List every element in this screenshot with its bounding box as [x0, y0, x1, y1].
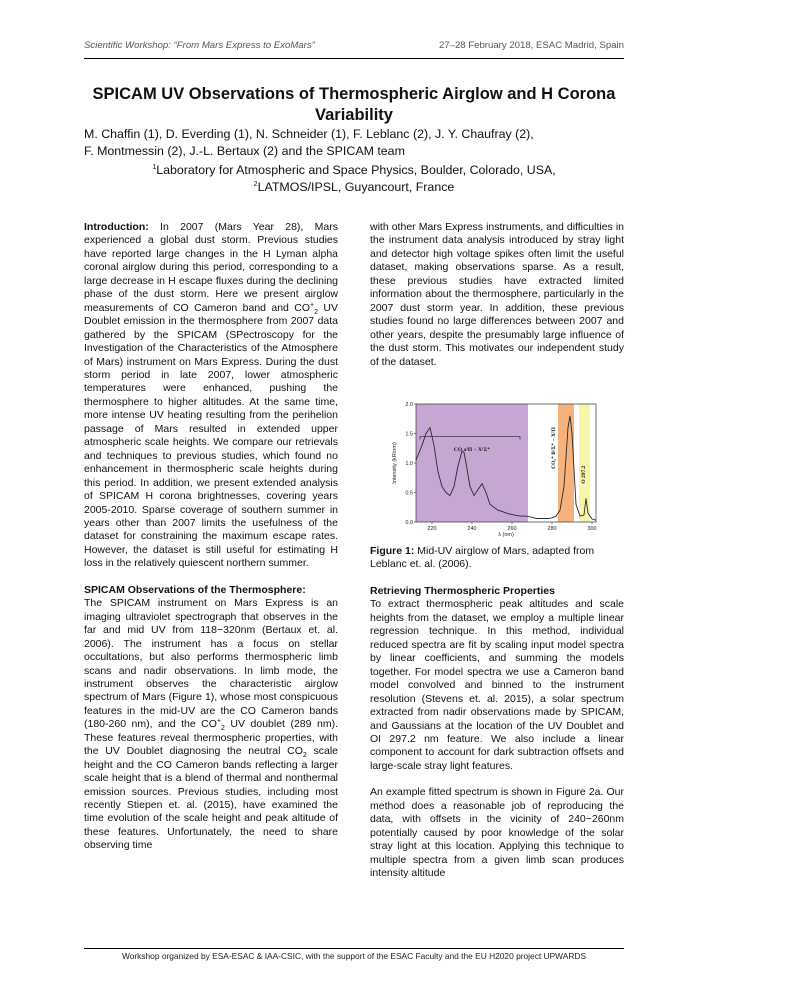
- intro-paragraph: [84, 221, 338, 571]
- spicam-text-a: The SPICAM instrument on Mars Express is an imaging ultraviolet spectrograph that observes in the far and mid UV from 118−320nm (Bertaux et. al. 2006). The instrument has a focus on stellar occultations, but also performs thermospheric limb scans and nadir observations. In limb mode, the instrument observes the characteristic airglow spectrum of Mars (Figure 1), whose most conspicuous features in the mid-UV are the CO Cameron bands (180-260 nm), and the CO: [84, 597, 338, 731]
- x-tick-label-3: 280: [547, 526, 557, 532]
- affiliation-1: [84, 162, 624, 179]
- figure-caption-text: Mid-UV airglow of Mars, adapted from Leblanc et. al. (2006).: [370, 545, 595, 571]
- author-list: [84, 126, 624, 160]
- right-column-bottom: [370, 585, 624, 881]
- intro-sub: 2: [314, 308, 319, 316]
- spicam-text-b: UV doublet (289 nm). These features reveal thermospheric properties, with the UV Doublet diagnosing the neutral CO: [84, 718, 338, 758]
- oi-label: O 297.2: [581, 465, 587, 484]
- shaded-band-0: [416, 404, 528, 522]
- x-tick-label-1: 240: [467, 526, 477, 532]
- spicam-sub-a: 2: [221, 725, 225, 733]
- cameron-band-label: CO a³Π − X¹Σ⁺: [453, 447, 491, 454]
- intro-sup: +: [310, 301, 315, 309]
- x-axis-label: λ (nm): [498, 532, 514, 538]
- x-tick-label-2: 260: [507, 526, 517, 532]
- page-footer: Workshop organized by ESA-ESAC & IAA-CSIC, with the support of the ESAC Faculty and the EU H2020 project UPWARDS: [121, 951, 587, 961]
- intro-text-b: UV Doublet emission in the thermosphere from 2007 data gathered by the SPICAM (SPectroscopy for the Investigation of the Characteristics of the Atmosphere of Mars) instrument on Mars Express. During the dust storm period in late 2007, lower atmospheric temperatures were enhanced, pushing the thermosphere to higher altitudes. At the same time, more intense UV heating resulting from the perihelion passage of Mars resulted in extended upper atmospheric scale heights. We compare our retrievals and techniques to previous studies, which found no enhancement in thermospheric scale heights during this period. In addition, we present extended analysis of SPICAM H corona brightnesses, covering years 2005-2010. Sparse coverage of southern summer in years other than 2007 limits the usefulness of the dataset for constraining the maximum escape rates. However, the dataset is still useful for estimating H loss in the relatively quiescent northern summer.: [84, 301, 338, 570]
- affiliation-marker-2: 2: [253, 180, 258, 188]
- author-line-1: M. Chaffin (1), D. Everding (1), N. Schneider (1), F. Leblanc (2), J. Y. Chaufray (2),: [84, 127, 534, 141]
- y-tick-label-4: 2.0: [405, 402, 413, 408]
- affiliation-2-text: LATMOS/IPSL, Guyancourt, France: [257, 180, 455, 194]
- affiliation-2: [84, 179, 624, 196]
- y-tick-label-2: 1.0: [405, 461, 413, 467]
- doublet-label: CO₂⁺ B²Σ⁺ − X²Π: [551, 427, 557, 469]
- plot-area: [392, 402, 597, 538]
- figure-1-caption: [370, 545, 624, 572]
- spicam-paragraph: [84, 597, 338, 853]
- retrieving-heading: Retrieving Thermospheric Properties: [370, 585, 555, 597]
- spicam-continuation: with other Mars Express instruments, and difficulties in the instrument data analysis introduced by stray light and detector high voltage spikes often limit the useful dataset, making observations sparse. As a result, these previous studies have extracted limited information about the thermosphere, particularly in the 2007 dust storm year. In addition, these previous studies found no large differences between 2007 and other years, despite the presumably large influence of the dust storm. This motivates our independent study of the dataset.: [370, 221, 624, 368]
- running-header-left: Scientific Workshop: “From Mars Express to ExoMars”: [84, 40, 315, 51]
- author-line-2: F. Montmessin (2), J.-L. Bertaux (2) and the SPICAM team: [84, 144, 405, 158]
- figure-1-chart: [386, 398, 604, 538]
- y-tick-label-0: 0.0: [405, 520, 413, 526]
- affiliation-1-text: Laboratory for Atmospheric and Space Physics, Boulder, Colorado, USA,: [156, 163, 556, 177]
- intro-heading: Introduction:: [84, 221, 149, 233]
- right-column-top: [370, 221, 624, 369]
- header-rule: [84, 58, 624, 59]
- retrieving-paragraph-2: An example fitted spectrum is shown in Figure 2a. Our method does a reasonable job of reproducing the data, with offsets in the vicinity of 240−260nm potentially caused by poor knowledge of the solar stray light at this location. Applying this technique to multiple spectra from a given limb scan produces intensity altitude: [370, 786, 624, 880]
- x-tick-label-4: 300: [587, 526, 597, 532]
- y-axis-label: Intensity (kR/nm): [392, 442, 398, 484]
- y-tick-label-3: 1.5: [405, 431, 413, 438]
- paper-title: SPICAM UV Observations of Thermospheric Airglow and H Corona Variability: [92, 85, 616, 124]
- figure-caption-label: Figure 1:: [370, 545, 415, 557]
- shaded-band-2: [579, 404, 590, 522]
- running-header-right: 27–28 February 2018, ESAC Madrid, Spain: [438, 40, 624, 51]
- x-tick-label-0: 220: [427, 526, 437, 532]
- affiliation-marker-1: 1: [152, 163, 157, 171]
- footer-rule: [84, 948, 624, 949]
- spicam-sub-b: 2: [302, 752, 307, 760]
- spicam-heading: SPICAM Observations of the Thermosphere:: [84, 583, 306, 596]
- spicam-text-c: scale height and the CO Cameron bands reflecting a larger scale height that is a blend of thermal and nonthermal emission sources. Previous studies, including most recently Stiepen et. al. (2015), have examined the time evolution of the scale height and peak altitude of these features. Unfortunately, the need to share observing time: [84, 745, 339, 852]
- affiliations: [84, 162, 624, 196]
- retrieving-paragraph-1: To extract thermospheric peak altitudes and scale heights from the dataset, we employ a multiple linear regression technique. In this method, individual reduced spectra are fit by scaling input model spectra by linear coefficients, and summing the models together. For model spectra we use a Cameron band model convolved and binned to the instrument resolution (Stevens et. al. 2015), a solar spectrum extracted from nadir observations made by SPICAM, and Gaussians at the location of the UV Doublet and OI 297.2 nm feature. We also include a linear component to account for dark subtraction offsets and large-scale stray light features.: [370, 598, 624, 772]
- spicam-sup: +: [216, 717, 222, 725]
- intro-text-a: In 2007 (Mars Year 28), Mars experienced a global dust storm. Previous studies have reported large changes in the H Lyman alpha coronal airglow during this period, corresponding to a large decrease in H escape fluxes during the declining phase of the dust storm. Here we present airglow measurements of CO Cameron band and CO: [84, 221, 338, 314]
- y-tick-label-1: 0.5: [405, 490, 413, 497]
- left-column: [84, 221, 338, 853]
